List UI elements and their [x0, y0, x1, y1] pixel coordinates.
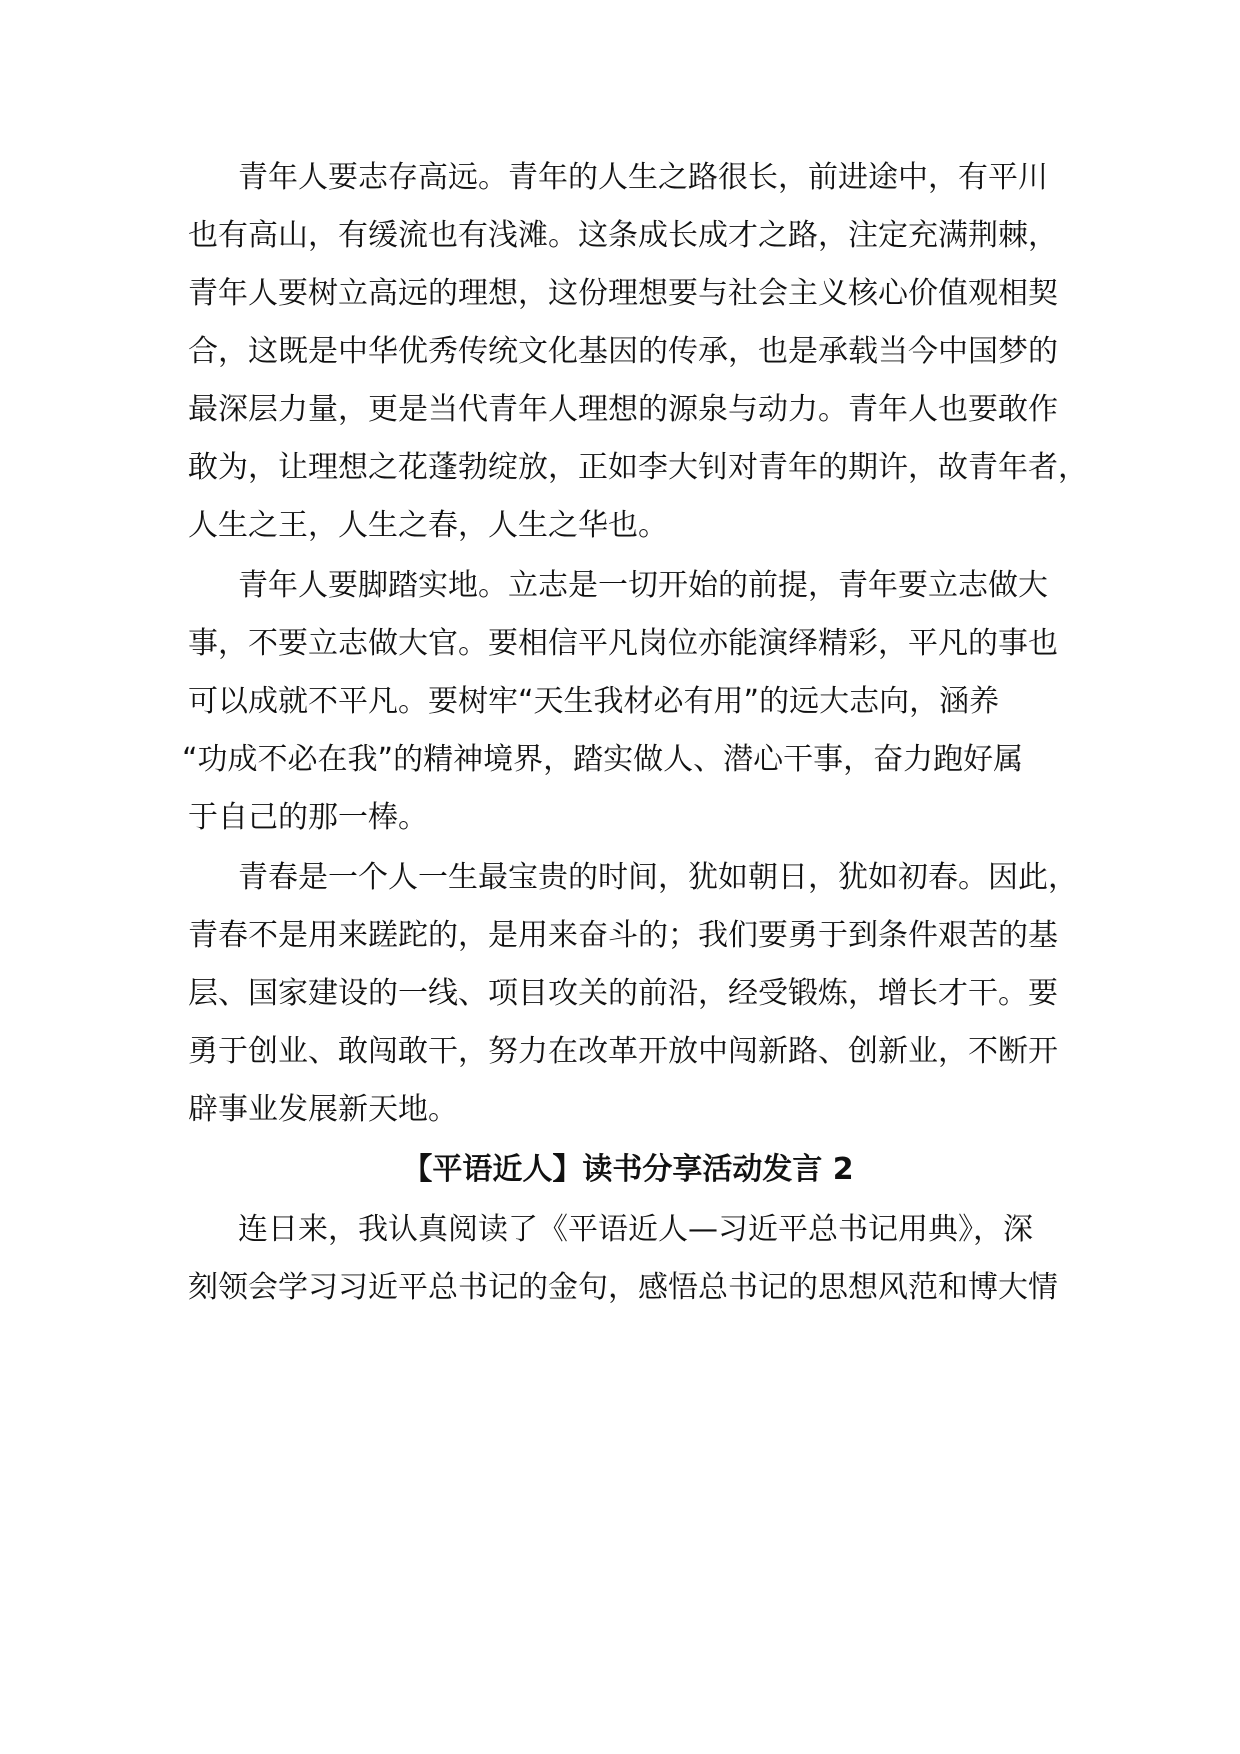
paragraph-3-line-5: 辟事业发展新天地。 [188, 1092, 458, 1127]
paragraph-3-line-4: 勇于创业、敢闯敢干，努力在改革开放中闯新路、创新业，不断开 [188, 1034, 1058, 1069]
paragraph-1-line-5: 最深层力量，更是当代青年人理想的源泉与动力。青年人也要敢作 [188, 392, 1058, 427]
paragraph-1-line-6: 敢为，让理想之花蓬勃绽放，正如李大钊对青年的期许，故青年者， [188, 450, 1088, 485]
paragraph-1-line-7: 人生之王，人生之春，人生之华也。 [188, 508, 668, 543]
paragraph-1-line-2: 也有高山，有缓流也有浅滩。这条成长成才之路，注定充满荆棘， [188, 218, 1058, 253]
paragraph-1-line-1: 青年人要志存高远。青年的人生之路很长，前进途中，有平川 [238, 160, 1048, 195]
section-heading: 【平语近人】读书分享活动发言 2 [402, 1152, 854, 1187]
paragraph-2-line-1: 青年人要脚踏实地。立志是一切开始的前提，青年要立志做大 [238, 568, 1048, 603]
paragraph-4-line-2: 刻领会学习习近平总书记的金句，感悟总书记的思想风范和博大情 [188, 1270, 1058, 1305]
paragraph-2-line-2: 事，不要立志做大官。要相信平凡岗位亦能演绎精彩，平凡的事也 [188, 626, 1058, 661]
paragraph-2-line-5: 于自己的那一棒。 [188, 800, 428, 835]
paragraph-1-line-3: 青年人要树立高远的理想，这份理想要与社会主义核心价值观相契 [188, 276, 1058, 311]
paragraph-3-line-3: 层、国家建设的一线、项目攻关的前沿，经受锻炼，增长才干。要 [188, 976, 1058, 1011]
paragraph-2-line-3: 可以成就不平凡。要树牢“天生我材必有用”的远大志向，涵养 [188, 684, 1000, 719]
paragraph-3-line-1: 青春是一个人一生最宝贵的时间，犹如朝日，犹如初春。因此， [238, 860, 1078, 895]
paragraph-3-line-2: 青春不是用来蹉跎的，是用来奋斗的；我们要勇于到条件艰苦的基 [188, 918, 1058, 953]
paragraph-2-line-4: “功成不必在我”的精神境界，踏实做人、潜心干事，奋力跑好属 [182, 742, 1024, 777]
paragraph-4-line-1: 连日来，我认真阅读了《平语近人—习近平总书记用典》，深 [238, 1212, 1033, 1247]
paragraph-1-line-4: 合，这既是中华优秀传统文化基因的传承，也是承载当今中国梦的 [188, 334, 1058, 369]
